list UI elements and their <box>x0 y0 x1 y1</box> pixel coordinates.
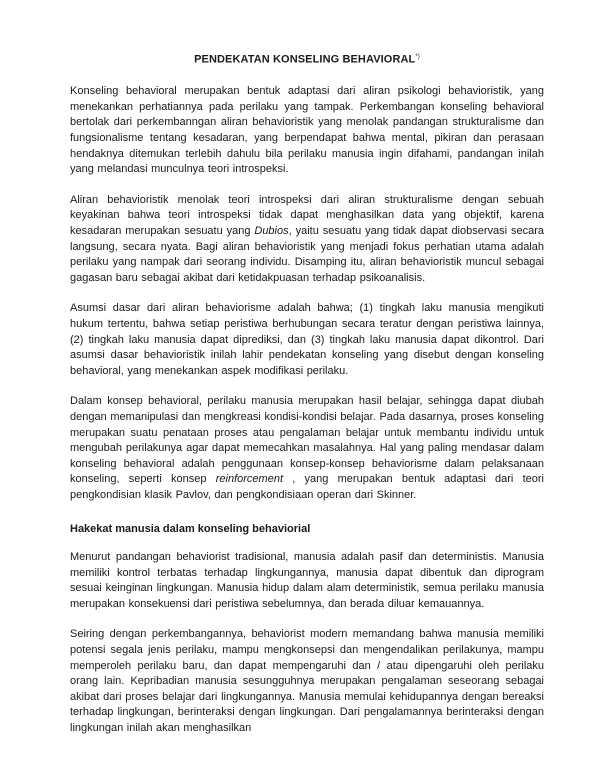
section-heading: Hakekat manusia dalam konseling behaviorial <box>70 522 311 535</box>
document-title <box>70 50 544 68</box>
intro-paragraph-4-text-before: Dalam konsep behavioral, perilaku manusia merupakan hasil belajar, sehingga dapat diubah dengan memanipulasi dan mengkreasi kondisi-kondisi belajar. Pada dasarnya, proses konseling merupakan suatu penataan proses atau pengalaman belajar untuk membantu individu untuk mengubah perilakunya agar dapat memecahkan masalahnya. Hal yang paling mendasar dalam konseling behavioral adalah penggunaan konsep-konsep behaviorisme dalam pelaksanaan konseling, seperti konsep <box>70 395 544 486</box>
intro-paragraph-2 <box>70 193 544 287</box>
document-title-text: PENDEKATAN KONSELING BEHAVIORAL <box>194 53 416 66</box>
intro-paragraph-4-italic-term: reinforcement <box>215 473 284 486</box>
intro-paragraph-2-italic-term: Dubios <box>254 225 289 237</box>
intro-paragraph-4-text-after: , yang merupakan bentuk adaptasi dari teori pengkondisian klasik Pavlov, dan pengkondisiaan operan dari Skinner. <box>70 473 544 501</box>
title-footnote-mark: *) <box>415 54 420 60</box>
section-paragraph-1: Menurut pandangan behaviorist tradisional, manusia adalah pasif dan deterministis. Manusia memiliki kontrol terbatas terhadap lingkungannya, manusia dapat dibentuk dan diprogram sesuai keinginan lingkungan. Manusia hidup dalam alam deterministik, semua perilaku manusia merupakan konsekuensi dari peristiwa sebelumnya, dan berada diluar kemauannya. <box>70 551 544 610</box>
intro-paragraph-4 <box>70 394 544 503</box>
intro-paragraph-2-text-after: , yaitu sesuatu yang tidak dapat diobservasi secara langsung, secara nyata. Bagi aliran behavioristik yang menjadi fokus perhatian utama adalah perilaku yang nampak dari seorang individu. Disamping itu, aliran behavioristik muncul sebagai gagasan baru sebagai akibat dari ketidakpuasan terhadap psikoanalisis. <box>70 225 544 284</box>
intro-paragraph-3: Asumsi dasar dari aliran behaviorisme adalah bahwa; (1) tingkah laku manusia mengikuti hukum tertentu, bahwa setiap peristiwa berhubungan secara teratur dengan peristiwa lainnya, (2) tingkah laku manusia dapat diprediksi, dan (3) tingkah laku manusia dapat dikontrol. Dari asumsi dasar behavioristik inilah lahir pendekatan konseling yang disebut dengan konseling behavioral, yang menekankan aspek modifikasi perilaku. <box>70 302 544 377</box>
section-paragraph-2: Seiring dengan perkembangannya, behaviorist modern memandang bahwa manusia memiliki potensi segala jenis perilaku, mampu mengkonsepsi dan mengendalikan perilakunya, mampu memperoleh perilaku baru, dan dapat mempengaruhi dan / atau dipengaruhi oleh perilaku orang lain. Kepribadian manusia sesungguhnya merupakan pengalaman seseorang sebagai akibat dari proses belajar dari lingkungannya. Manusia memulai kehidupannya dengan bereaksi terhadap lingkungan, berinteraksi dengan lingkungan. Dari pengalamannya berinteraksi dengan lingkungan inilah akan menghasilkan <box>70 628 544 735</box>
intro-paragraph-2-text-before: Aliran behavioristik menolak teori introspeksi dari aliran strukturalisme dengan sebuah keyakinan bahwa teori introspeksi tidak dapat menghasilkan data yang objektif, karena kesadaran merupakan sesuatu yang <box>70 193 544 237</box>
intro-paragraph-1: Konseling behavioral merupakan bentuk adaptasi dari aliran psikologi behavioristik, yang menekankan perhatiannya pada perilaku yang tampak. Perkembangan konseling behavioral bertolak dari perkembanngan aliran behavioristik yang menolak pandangan strukturalisme dan fungsionalisme tentang kesadaran, yang berpendapat bahwa mental, pikiran dan perasaan hendaknya ditemukan terlebih dahulu bila perilaku manusia ingin difahami, pandangan inilah yang melandasi munculnya teori introspeksi. <box>70 85 544 176</box>
